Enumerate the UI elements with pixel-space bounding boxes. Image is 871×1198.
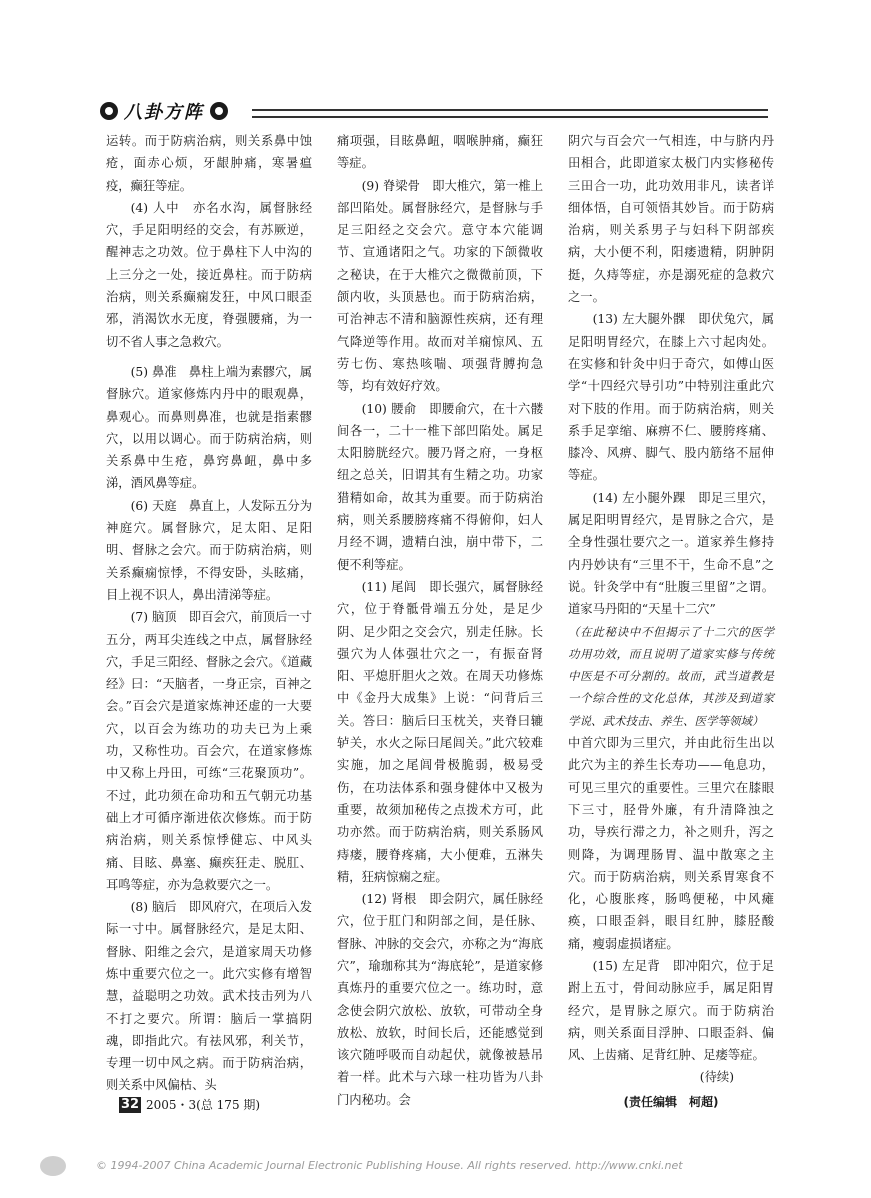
paragraph: 阴穴与百会穴一气相连，中与脐内丹田相合，此即道家太极门内实修秘传三田合一功，此功效用非凡，读者详细体悟，自可领悟其妙旨。而于防病治病，则关系男子与妇科下阴部疾病，大小便不利，阳痿遗精，阴肿阴挺，久痔等症，亦是溺死症的急救穴之一。 — [568, 134, 774, 305]
to-be-continued: (待续) — [699, 1070, 734, 1085]
copyright-footer: © 1994-2007 China Academic Journal Electronic Publishing House. All rights reserved. http://www.cnki.net — [96, 1159, 683, 1172]
paragraph-tianting: (6) 天庭 鼻直上，人发际五分为神庭穴。属督脉穴，足太阳、足阳明、督脉之会穴。而于防病治病，则关系癫痫惊悸，不得安卧，头眩痛，目上视不识人，鼻出清涕等症。 — [106, 498, 312, 602]
taiji-right-icon — [210, 102, 228, 120]
text-column-1 — [106, 130, 312, 1097]
paragraph-renzhong: (4) 人中 亦名水沟，属督脉经穴，手足阳明经的交会，有苏厥逆，醒神志之功效。位于鼻柱下人中沟的上三分之一处，接近鼻柱。而于防病治病，则关系癫痫发狂，中风口眼歪邪，消渴饮水无度，脊强腰痛，为一切不省人事之急救穴。 — [106, 200, 312, 349]
column-title: 八卦方阵 — [124, 102, 204, 123]
header-rule — [252, 109, 768, 118]
page-number: 32 — [121, 1097, 140, 1112]
paragraph-note: （在此秘诀中不但揭示了十二穴的医学功用功效，而且说明了道家实修与传统中医是不可分割的。故而，武当道教是一个综合性的文化总体，其涉及到道家学说、武术技击、养生、医学等领域） — [568, 624, 774, 728]
paragraph-shengen: (12) 肾根 即会阴穴，属任脉经穴，位于肛门和阴部之间，是任脉、督脉、冲脉的交会穴，亦称之为“海底穴”，瑜珈称其为“海底轮”，是道家修真炼丹的重要穴位之一。练功时，意念使会阴穴放松、放软，可带动全身放松、放软，时间长后，还能感觉到该穴随呼吸而自动起伏，就像被悬吊着一样。此术与六球一柱功皆为八卦门内秘功。会 — [337, 892, 543, 1107]
paragraph-naoding: (7) 脑顶 即百会穴，前顶后一寸五分，两耳尖连线之中点，属督脉经穴，手足三阳经、督脉之会穴。《道藏经》曰：“天脑者，一身正宗，百神之会。”百会穴是道家炼神还虚的一大要穴，以百会为练功的功夫已为上乘功，又称性功。百会穴，在道家修炼中又称上丹田，可练“三花聚顶功”。不过，此功须在命功和五气朝元功基础上才可循序渐进依次修炼。而于防病治病，则关系惊悸健忘、中风头痛、目眩、鼻塞、癫疾狂走、脱肛、耳鸣等症，亦为急救要穴之一。 — [106, 610, 312, 892]
text-column-2 — [337, 130, 543, 1111]
paragraph-bizhun: (5) 鼻准 鼻柱上端为素髎穴，属督脉穴。道家修炼内丹中的眼观鼻，鼻观心。而鼻则鼻准，也就是指素髎穴，以用以调心。而于防病治病，则关系鼻中生疮，鼻窍鼻衄，鼻中多涕，酒风鼻等症。 — [106, 364, 312, 491]
paragraph-weilu: (11) 尾闾 即长强穴，属督脉经穴，位于脊骶骨端五分处，是足少阴、足少阳之交会穴，别走任脉。长强穴为人体强壮穴之一，有振奋肾阳、平熄肝胆火之效。在周天功修炼中《金丹大成集》上说：“问背后三关。答曰：脑后曰玉枕关，夹脊曰辘轳关，水火之际曰尾闾关。”此穴较难实施，加之尾闾骨极脆弱，极易受伤，在功法体系和强身健体中又极为重要，故须加秘传之点拨术方可，此功亦然。而于防病治病，则关系肠风痔瘘，腰脊疼痛，大小便难，五淋失精，狂病惊痫之症。 — [337, 579, 543, 884]
paragraph: 运转。而于防病治病，则关系鼻中蚀疮，面赤心烦，牙龈肿痛，寒暑瘟疫，癫狂等症。 — [106, 134, 312, 193]
paragraph-zusanli: (14) 左小腿外踝 即足三里穴，属足阳明胃经穴，是胃脉之合穴，是全身性强壮要穴之一。道家养生修持内丹妙诀有“三里不干，生命不息”之说。针灸学中有“肚腹三里留”之谓。道家马丹阳的“天星十二穴” — [568, 490, 774, 617]
editor-credit: (责任编辑 柯超) — [623, 1094, 719, 1109]
page-header — [100, 100, 768, 124]
column-logo — [100, 100, 250, 122]
paragraph-chongyang: (15) 左足背 即冲阳穴，位于足跗上五寸，骨间动脉应手，属足阳胃经穴，是胃脉之原穴。而于防病治病，则关系面目浮肿、口眼歪斜、偏风、上齿痛、足背红肿、足痿等症。 — [568, 958, 774, 1063]
text-column-3 — [568, 130, 774, 1113]
paragraph: 痛项强，目眩鼻衄，咽喉肿痛，癫狂等症。 — [337, 134, 543, 171]
taiji-left-icon — [100, 102, 118, 120]
paragraph-futu: (13) 左大腿外髁 即伏兔穴，属足阳明胃经穴，在膝上六寸起肉处。在实修和针灸中归于奇穴，如傅山医学“十四经穴导引功”中特别注重此穴对下肢的作用。而于防病治病，则关系手足挛缩、麻痹不仁、腰胯疼痛、膝冷、风痹、脚气、股内筋络不屈伸等症。 — [568, 312, 774, 483]
paragraph-naohou: (8) 脑后 即风府穴，在项后入发际一寸中。属督脉经穴，是足太阳、督脉、阳维之会穴，是道家周天功修炼中重要穴位之一。此穴实修有增智慧，益聪明之功效。武术技击列为八不打之要穴。所谓：脑后一掌搞阴魂，即指此穴。有祛风邪，利关节，专理一切中风之病。而于防病治病，则关系中风偏枯、头 — [106, 900, 312, 1093]
paragraph-gap — [106, 353, 312, 361]
paragraph-yaoshu: (10) 腰俞 即腰俞穴，在十六髅间各一，二十一椎下部凹陷处。属足太阳膀胱经穴。腰乃肾之府，一身枢纽之总关，旧谓其有生精之功。功家猎精如命，故其为重要。而于防病治病，则关系腰膀疼痛不得俯仰，妇人月经不调，遗精白浊，崩中带下，二便不利等症。 — [337, 401, 543, 572]
cnki-logo-icon — [40, 1156, 66, 1176]
issue-info: 2005・3(总 175 期) — [146, 1098, 261, 1112]
paragraph: 中首穴即为三里穴，并由此衍生出以此穴为主的养生长寿功——龟息功，可见三里穴的重要性。三里穴在膝眼下三寸，胫骨外廉，有升清降浊之功，导疾行滞之力，补之则升，泻之则降，为调理肠胃、温中散寒之主穴。而于防病治病，则关系胃寒食不化，心腹胀疼，肠鸣便秘，中风瘫痪，口眼歪斜，眼目红肿，膝胫酸痛，瘦弱虚损诸症。 — [568, 736, 774, 951]
paragraph-jiliangu: (9) 脊梁骨 即大椎穴，第一椎上部凹陷处。属督脉经穴，是督脉与手足三阳经之交会穴。意守本穴能调节、宣通诸阳之气。功家的下颌微收之秘诀，在于大椎穴之微微前顶，下颌内收，头顶悬也。而于防病治病，可治神志不清和脑源性疾病，还有理气降逆等作用。故而对羊痫惊风、五劳七伤、寒热咳喘、项强背膊拘急等，均有效好疗效。 — [337, 178, 543, 394]
